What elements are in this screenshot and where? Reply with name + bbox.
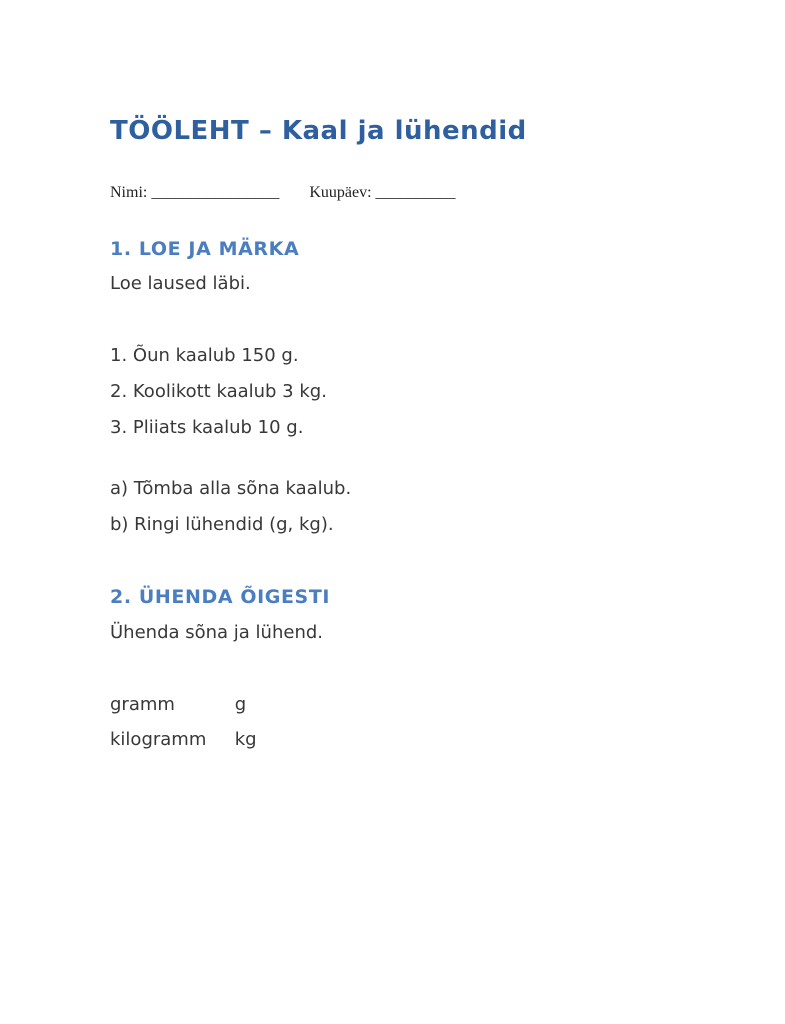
match-pair [110, 722, 725, 757]
match-abbreviation: kg [234, 729, 257, 750]
section-2-heading: 2. ÜHENDA ÕIGESTI [110, 586, 331, 608]
date-label: Kuupäev: [309, 184, 372, 201]
sentence-item: 2. Koolikott kaalub 3 kg. [110, 381, 327, 402]
name-date-line [110, 182, 725, 204]
sentence-list [110, 338, 725, 446]
task-list [110, 471, 725, 543]
match-pair [110, 687, 725, 722]
match-word: kilogramm [110, 729, 207, 750]
date-blank: __________ [375, 184, 456, 201]
page-title: TÖÖLEHT – Kaal ja lühendid [110, 116, 527, 146]
section-2-instruction: Ühenda sõna ja lühend. [110, 622, 323, 643]
task-item: a) Tõmba alla sõna kaalub. [110, 478, 352, 499]
match-word: gramm [110, 694, 175, 715]
sentence-item: 3. Pliiats kaalub 10 g. [110, 417, 304, 438]
match-abbreviation: g [234, 694, 247, 715]
task-item: b) Ringi lühendid (g, kg). [110, 514, 334, 535]
section-1-heading: 1. LOE JA MÄRKA [110, 238, 300, 260]
match-list [110, 687, 725, 757]
sentence-item: 1. Õun kaalub 150 g. [110, 345, 299, 366]
name-label: Nimi: [110, 184, 148, 201]
section-1-instruction: Loe laused läbi. [110, 273, 251, 294]
name-blank: ________________ [151, 184, 280, 201]
